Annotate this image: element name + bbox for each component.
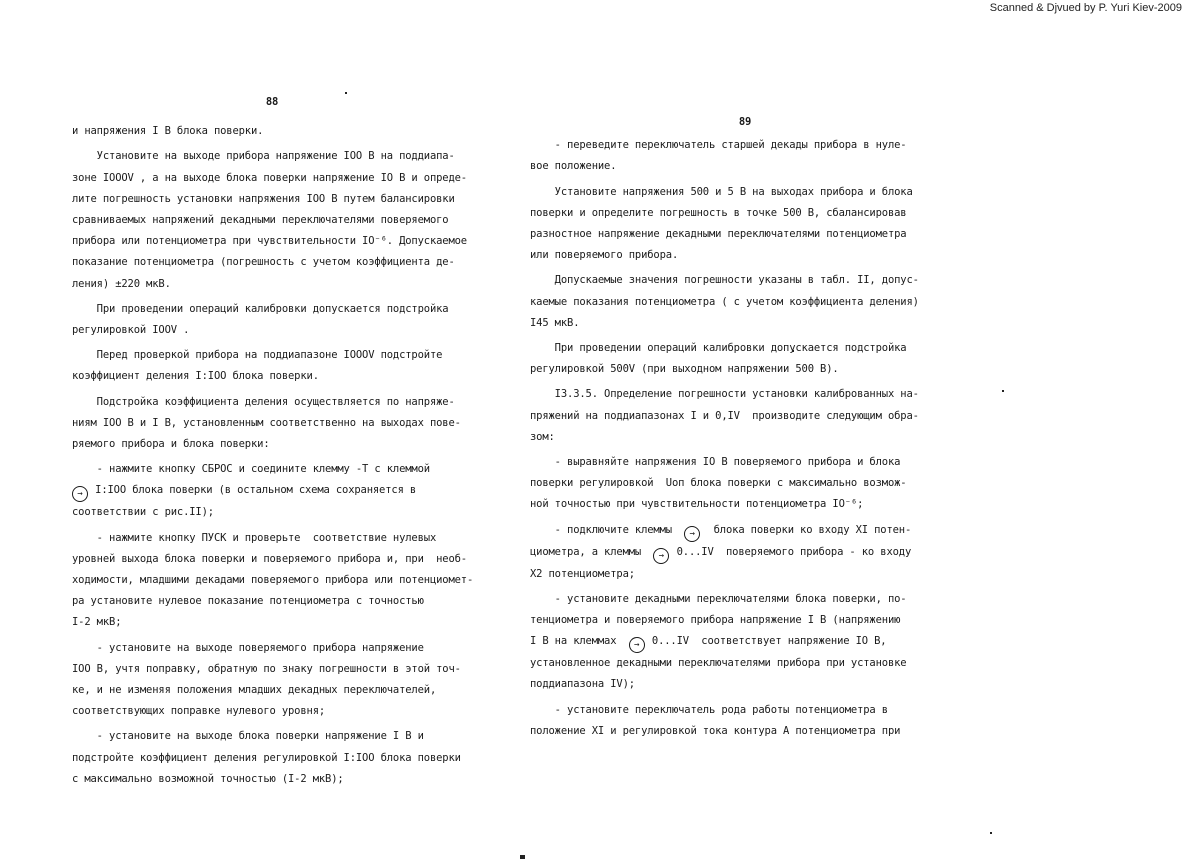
text-line: Перед проверкой прибора на поддиапазоне IOOOV подстройте: [72, 345, 502, 366]
text-line: положение XI и регулировкой тока контура А потенциометра при: [530, 721, 970, 742]
paragraph: [530, 384, 970, 448]
right-page: [530, 112, 970, 746]
text-line: регулировкой IOOV .: [72, 320, 502, 341]
text-line: - нажмите кнопку СБРОС и соедините клемму -Т с клеммой: [72, 459, 502, 480]
terminal-symbol-icon: →: [629, 637, 645, 653]
paragraph: [530, 338, 970, 380]
paragraph: [530, 520, 970, 585]
text-line: поверки и определите погрешность в точке 500 В, сбалансировав: [530, 203, 970, 224]
text-line: - установите на выходе поверяемого прибора напряжение: [72, 638, 502, 659]
text-line: и напряжения I В блока поверки.: [72, 121, 502, 142]
text-line: ниям IOO В и I В, установленным соответственно на выходах пове-: [72, 413, 502, 434]
text-line: каемые показания потенциометра ( с учетом коэффициента деления): [530, 292, 970, 313]
text-line: → I:IOO блока поверки (в остальном схема сохраняется в: [72, 480, 502, 502]
text-line: зом:: [530, 427, 970, 448]
scan-speck: [1002, 390, 1004, 392]
text-line: показание потенциометра (погрешность с учетом коэффициента де-: [72, 252, 502, 273]
text-line: IOO В, учтя поправку, обратную по знаку погрешности в этой точ-: [72, 659, 502, 680]
text-line: I В на клеммах → 0...IV соответствует напряжение IO В,: [530, 631, 970, 653]
text-line: Допускаемые значения погрешности указаны в табл. II, допус-: [530, 270, 970, 291]
text-line: - нажмите кнопку ПУСК и проверьте соответствие нулевых: [72, 528, 502, 549]
text-line: пряжений на поддиапазонах I и 0,IV производите следующим обра-: [530, 406, 970, 427]
right-page-body: [530, 135, 970, 742]
scan-credit: Scanned & Djvued by P. Yuri Kiev-2009: [990, 2, 1182, 14]
text-line: зоне IOOOV , а на выходе блока поверки напряжение IO В и опреде-: [72, 168, 502, 189]
left-page: [72, 92, 502, 794]
text-line: уровней выхода блока поверки и поверяемого прибора и, при необ-: [72, 549, 502, 570]
text-line: - установите переключатель рода работы потенциометра в: [530, 700, 970, 721]
text-line: соответствии с рис.II);: [72, 502, 502, 523]
paragraph: [530, 700, 970, 742]
text-line: с максимально возможной точностью (I-2 мкВ);: [72, 769, 502, 790]
paragraph: [72, 392, 502, 456]
paragraph: [530, 135, 970, 177]
paragraph: [72, 638, 502, 723]
text-line: подстройте коэффициент деления регулировкой I:IOO блока поверки: [72, 748, 502, 769]
text-line: - выравняйте напряжения IO В поверяемого прибора и блока: [530, 452, 970, 473]
paragraph: [72, 121, 502, 142]
text-line: тенциометра и поверяемого прибора напряжение I В (напряжению: [530, 610, 970, 631]
paragraph: [72, 528, 502, 634]
text-line: - установите декадными переключателями блока поверки, по-: [530, 589, 970, 610]
text-line: сравниваемых напряжений декадными переключателями поверяемого: [72, 210, 502, 231]
text-line: - подключите клеммы → блока поверки ко входу XI потен-: [530, 520, 970, 542]
paragraph: [72, 459, 502, 523]
text-line: I3.3.5. Определение погрешности установки калиброванных на-: [530, 384, 970, 405]
text-line: регулировкой 500V (при выходном напряжении 500 В).: [530, 359, 970, 380]
text-line: соответствующих поправке нулевого уровня;: [72, 701, 502, 722]
terminal-symbol-icon: →: [653, 548, 669, 564]
text-line: поддиапазона IV);: [530, 674, 970, 695]
paragraph: [72, 299, 502, 341]
text-line: I-2 мкВ;: [72, 612, 502, 633]
paragraph: [72, 345, 502, 387]
text-line: или поверяемого прибора.: [530, 245, 970, 266]
paragraph: [530, 270, 970, 334]
paragraph: [72, 146, 502, 294]
text-line: ряемого прибора и блока поверки:: [72, 434, 502, 455]
text-line: вое положение.: [530, 156, 970, 177]
text-line: ходимости, младшими декадами поверяемого прибора или потенциомет-: [72, 570, 502, 591]
scan-speck: [792, 350, 794, 352]
scan-speck: [345, 92, 347, 94]
text-line: - переведите переключатель старшей декады прибора в нуле-: [530, 135, 970, 156]
text-line: ления) ±220 мкВ.: [72, 274, 502, 295]
text-line: лите погрешность установки напряжения IOO В путем балансировки: [72, 189, 502, 210]
text-line: ке, и не изменяя положения младших декадных переключателей,: [72, 680, 502, 701]
scan-speck: [990, 832, 992, 834]
paragraph: [530, 589, 970, 696]
paragraph: [530, 182, 970, 267]
text-line: Установите на выходе прибора напряжение IOO В на поддиапа-: [72, 146, 502, 167]
text-line: При проведении операций калибровки допускается подстройка: [72, 299, 502, 320]
text-line: X2 потенциометра;: [530, 564, 970, 585]
terminal-symbol-icon: →: [72, 486, 88, 502]
text-line: ра установите нулевое показание потенциометра с точностью: [72, 591, 502, 612]
text-line: - установите на выходе блока поверки напряжение I В и: [72, 726, 502, 747]
text-line: коэффициент деления I:IOO блока поверки.: [72, 366, 502, 387]
left-page-body: [72, 121, 502, 790]
text-line: установленное декадными переключателями прибора при установке: [530, 653, 970, 674]
text-line: I45 мкВ.: [530, 313, 970, 334]
text-line: ной точностью при чувствительности потенциометра IO⁻⁶;: [530, 494, 970, 515]
text-line: Подстройка коэффициента деления осуществляется по напряже-: [72, 392, 502, 413]
text-line: поверки регулировкой Uоп блока поверки с максимально возмож-: [530, 473, 970, 494]
scan-speck: [520, 855, 525, 859]
left-page-number: 88: [72, 92, 502, 113]
text-line: При проведении операций калибровки допускается подстройка: [530, 338, 970, 359]
paragraph: [72, 726, 502, 790]
text-line: разностное напряжение декадными переключателями потенциометра: [530, 224, 970, 245]
text-line: Установите напряжения 500 и 5 В на выходах прибора и блока: [530, 182, 970, 203]
terminal-symbol-icon: →: [684, 526, 700, 542]
text-line: циометра, а клеммы → 0...IV поверяемого прибора - ко входу: [530, 542, 970, 564]
text-line: прибора или потенциометра при чувствительности IO⁻⁶. Допускаемое: [72, 231, 502, 252]
paragraph: [530, 452, 970, 516]
right-page-number: 89: [530, 112, 970, 133]
